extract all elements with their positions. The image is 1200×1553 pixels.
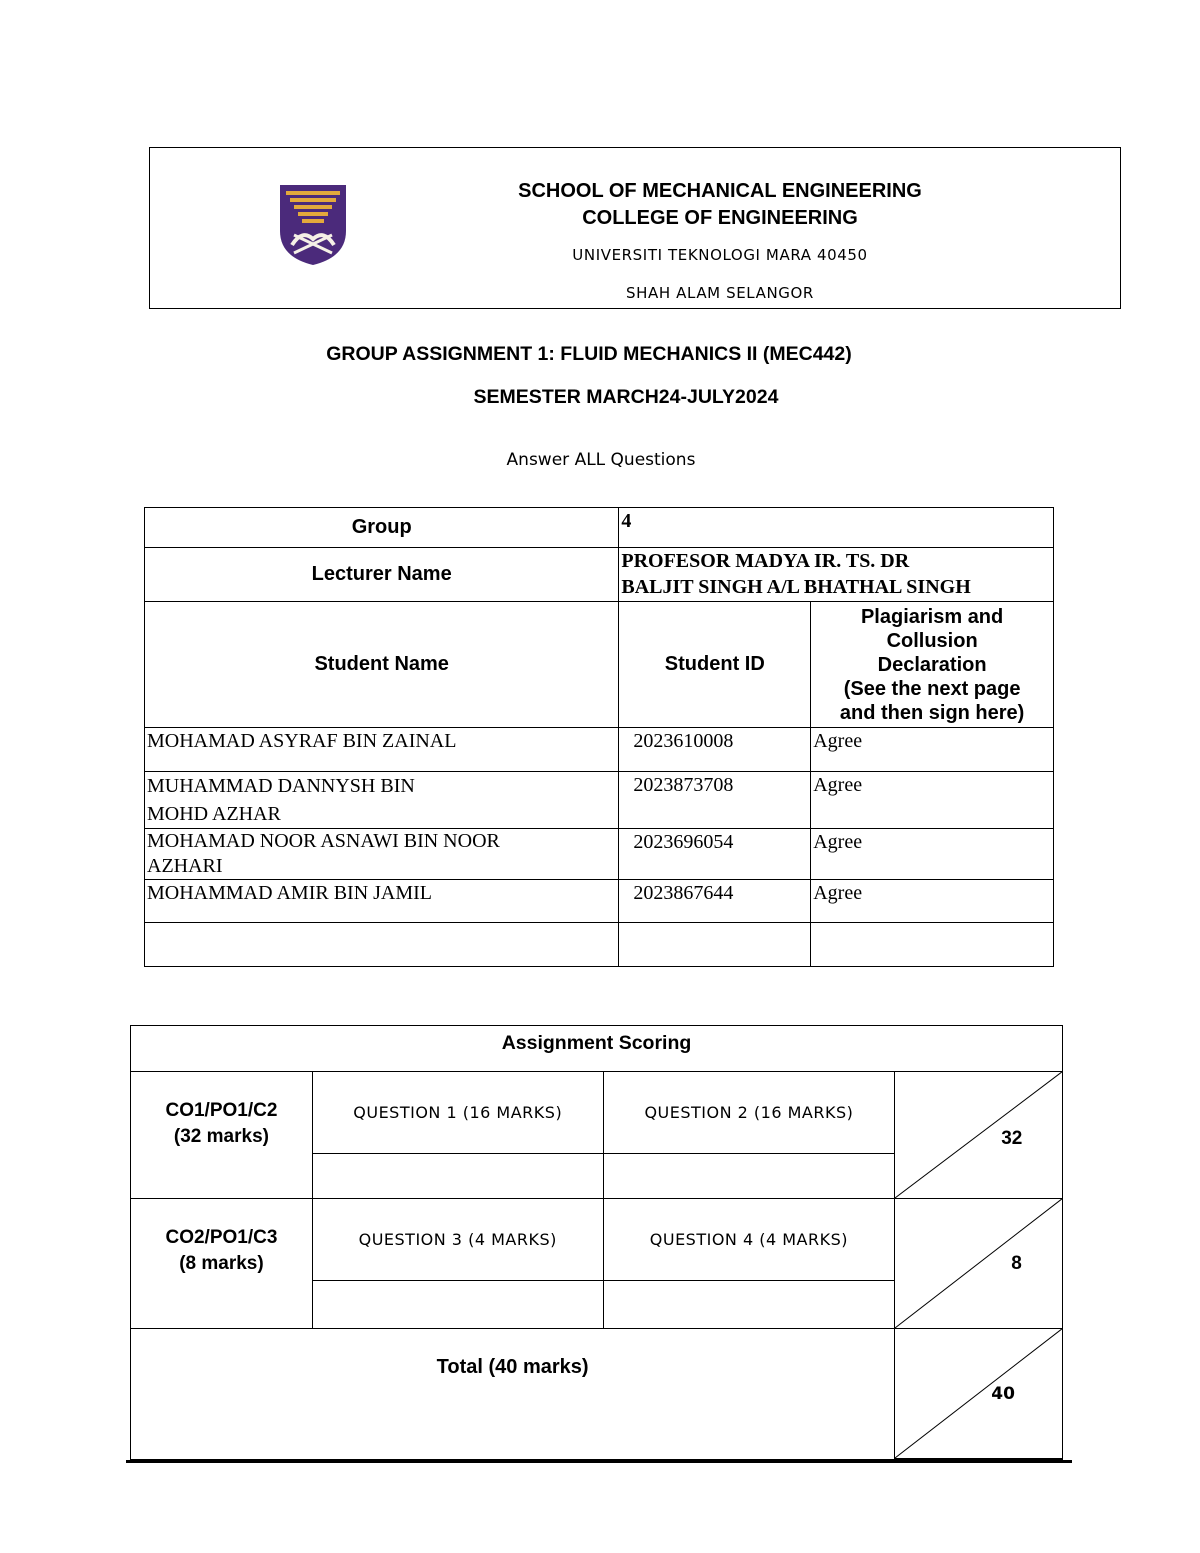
co1-label [131, 1072, 313, 1199]
lecturer-row [145, 548, 1054, 602]
question-2-mark-cell [603, 1154, 895, 1199]
student-declaration: Agree [811, 829, 1054, 880]
lecturer-label: Lecturer Name [145, 548, 619, 602]
co2-row [131, 1199, 1063, 1281]
semester-title: SEMESTER MARCH24-JULY2024 [473, 386, 779, 408]
assignment-title: GROUP ASSIGNMENT 1: FLUID MECHANICS II (MEC442) [326, 343, 852, 365]
student-name-line1: MOHAMMAD AMIR BIN JAMIL [147, 882, 433, 904]
question-1-header: QUESTION 1 (16 MARKS) [312, 1072, 603, 1154]
group-label: Group [145, 508, 619, 548]
student-id-header: Student ID [619, 602, 811, 728]
diagonal-line [895, 1329, 1062, 1458]
lecturer-name-line1: PROFESOR MADYA IR. TS. DR [621, 550, 910, 572]
student-name [145, 728, 619, 772]
header-row [145, 602, 1054, 728]
question-3-header: QUESTION 3 (4 MARKS) [312, 1199, 603, 1281]
group-row [145, 508, 1054, 548]
declaration-header-line2: Collusion [886, 629, 978, 652]
student-info-table [144, 507, 1054, 967]
question-3-mark-cell [312, 1281, 603, 1329]
total-row [131, 1329, 1063, 1460]
student-name [145, 880, 619, 923]
co1-total-cell [895, 1072, 1063, 1199]
table-row [145, 880, 1054, 923]
co1-label-line1: CO1/PO1/C2 [165, 1100, 278, 1121]
student-name-header: Student Name [145, 602, 619, 728]
grand-total: 40 [991, 1384, 1015, 1404]
co1-total: 32 [1001, 1128, 1023, 1149]
scoring-title-row [131, 1026, 1063, 1072]
co2-label-line2: (8 marks) [179, 1253, 264, 1274]
university-location: SHAH ALAM SELANGOR [626, 284, 814, 302]
student-id: 2023873708 [619, 772, 811, 829]
scoring-title: Assignment Scoring [131, 1026, 1063, 1072]
student-id: 2023610008 [619, 728, 811, 772]
table-row [145, 728, 1054, 772]
empty-row [145, 923, 1054, 967]
grand-total-cell [895, 1329, 1063, 1460]
student-declaration: Agree [811, 880, 1054, 923]
declaration-header-line3: Declaration [877, 653, 987, 676]
student-name-line1: MOHAMAD ASYRAF BIN ZAINAL [147, 730, 457, 752]
university-address: UNIVERSITI TEKNOLOGI MARA 40450 [572, 246, 868, 264]
question-4-mark-cell [603, 1281, 895, 1329]
scoring-table [130, 1025, 1063, 1461]
declaration-header-line5: and then sign here) [839, 701, 1025, 724]
table-row [145, 772, 1054, 829]
student-name-line1: MOHAMAD NOOR ASNAWI BIN NOOR [147, 830, 500, 852]
student-name [145, 829, 619, 880]
instruction-text: Answer ALL Questions [506, 450, 696, 470]
co1-label-line2: (32 marks) [173, 1126, 269, 1147]
school-name: SCHOOL OF MECHANICAL ENGINEERING [518, 180, 922, 202]
student-id: 2023696054 [619, 829, 811, 880]
empty-cell [145, 923, 619, 967]
bottom-rule [126, 1460, 1072, 1463]
student-id: 2023867644 [619, 880, 811, 923]
group-value: 4 [619, 508, 1054, 548]
co2-total-cell [895, 1199, 1063, 1329]
student-name-line2: AZHARI [147, 855, 223, 877]
diagonal-line [895, 1199, 1062, 1328]
declaration-header-line1: Plagiarism and [860, 605, 1004, 628]
college-name: COLLEGE OF ENGINEERING [582, 207, 858, 229]
question-4-header: QUESTION 4 (4 MARKS) [603, 1199, 895, 1281]
declaration-header [811, 602, 1054, 728]
diagonal-line [895, 1072, 1062, 1198]
question-2-header: QUESTION 2 (16 MARKS) [603, 1072, 895, 1154]
student-name-line2: MOHD AZHAR [147, 803, 281, 825]
co1-row [131, 1072, 1063, 1154]
co2-label [131, 1199, 313, 1329]
co2-total: 8 [1011, 1253, 1022, 1274]
co2-label-line1: CO2/PO1/C3 [165, 1227, 278, 1248]
student-declaration: Agree [811, 728, 1054, 772]
empty-cell [619, 923, 811, 967]
table-row [145, 829, 1054, 880]
question-1-mark-cell [312, 1154, 603, 1199]
lecturer-name-line2: BALJIT SINGH A/L BHATHAL SINGH [621, 576, 971, 598]
empty-cell [811, 923, 1054, 967]
declaration-header-line4: (See the next page [843, 677, 1021, 700]
student-name-line1: MUHAMMAD DANNYSH BIN [147, 775, 415, 797]
student-declaration: Agree [811, 772, 1054, 829]
lecturer-name [619, 548, 1054, 602]
total-label: Total (40 marks) [131, 1329, 895, 1460]
student-name [145, 772, 619, 829]
